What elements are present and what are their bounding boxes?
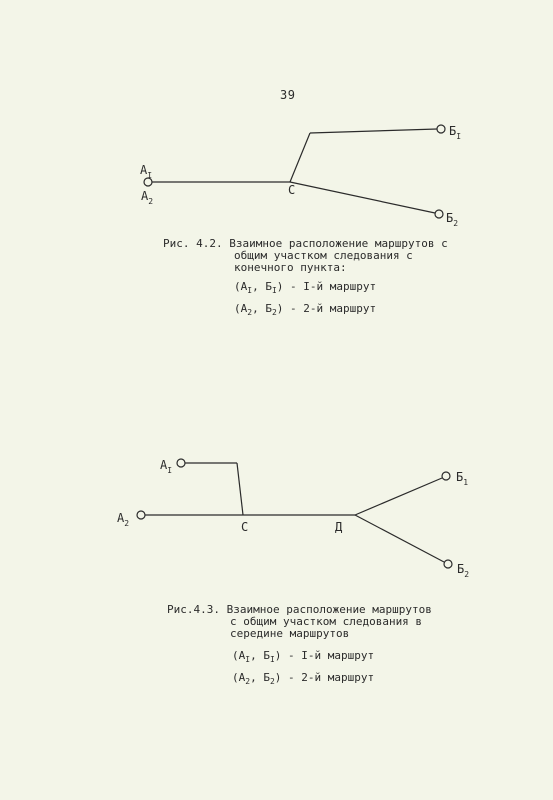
fig43-route-1: ($A_I$, $Б_I) - I-й$ маршрут xyxy=(232,649,375,665)
fig43-label-b2: $Б_2$ xyxy=(457,562,470,579)
fig43-caption-line-1: Рис.4.3. Взаимное расположение маршрутов xyxy=(167,603,432,616)
fig43-branch-to-b1 xyxy=(355,478,442,515)
fig43-caption-label: Рис.4.3. xyxy=(167,603,220,616)
fig42-caption-line-3: конечного пункта: xyxy=(234,261,347,274)
fig42-caption-label: Рис. 4.2. xyxy=(163,237,223,250)
fig43-label-a1: $A_I$ xyxy=(160,458,173,475)
fig42-label-b2: $Б_2$ xyxy=(446,211,459,228)
page-number: 39 xyxy=(280,88,296,102)
fig43-label-c: С xyxy=(241,520,249,534)
fig42-caption-line-1: Рис. 4.2. Взаимное расположение маршрутов с xyxy=(163,237,448,250)
fig43-a1-branch-vertical xyxy=(237,463,243,515)
fig43-node-a2 xyxy=(137,511,145,519)
fig42-label-a1: $A_I$ xyxy=(140,163,153,180)
fig43-route-2: ($A_2$, $Б_2) - 2-й$ маршрут xyxy=(232,671,375,687)
fig43-node-a1 xyxy=(177,459,185,467)
fig43-label-b1: $Б_1$ xyxy=(456,470,469,487)
fig42-route-2: ($A_2$, $Б_2) - 2-й$ маршрут xyxy=(234,302,377,318)
fig43-label-d: Д xyxy=(335,520,343,534)
fig43-caption-line-2: с общим участком следования в xyxy=(230,615,423,628)
figure-4-3-routes xyxy=(232,649,374,693)
fig43-branch-to-b2 xyxy=(355,515,444,562)
fig43-label-a2: $A_2$ xyxy=(117,511,130,528)
fig43-node-b2 xyxy=(444,560,452,568)
fig42-route-1: ($A_I$, $Б_I) - I-й$ маршрут xyxy=(234,280,377,296)
fig43-node-b1 xyxy=(442,472,450,480)
fig42-caption-line-2: общим участком следования с xyxy=(234,249,413,262)
fig42-label-b1: $Б_I$ xyxy=(449,124,462,141)
fig42-label-c: С xyxy=(288,183,296,197)
figure-4-3-caption xyxy=(167,604,432,640)
fig42-label-a2: $A_2$ xyxy=(141,189,154,206)
fig43-caption-line-3: середине маршрутов xyxy=(230,627,350,640)
